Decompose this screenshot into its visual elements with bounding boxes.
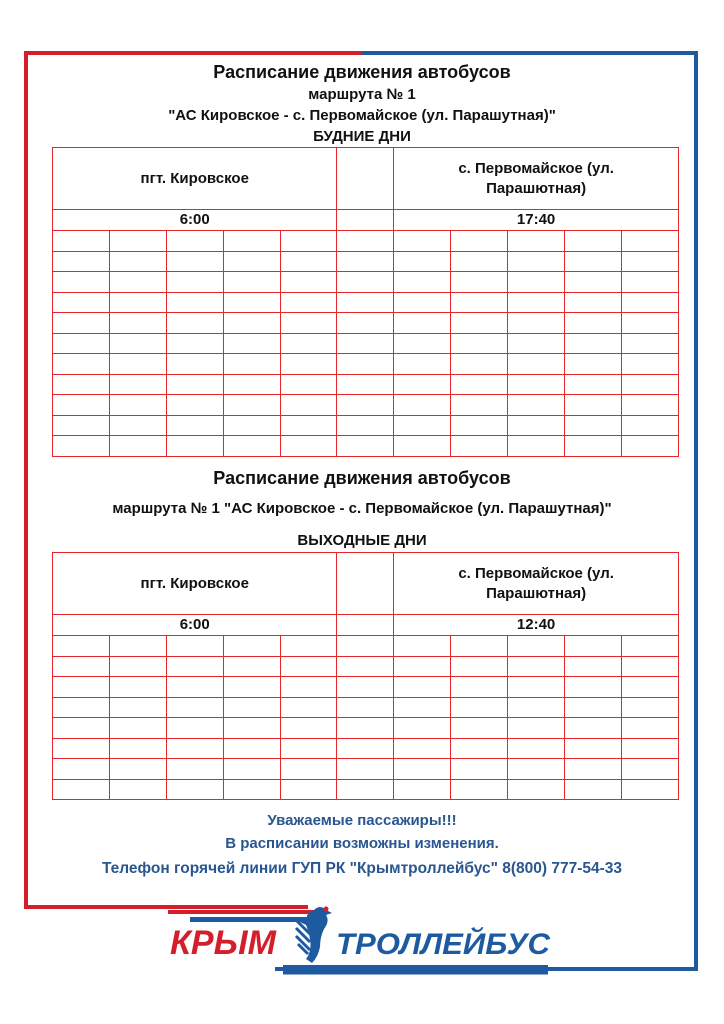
schedule-cell: [223, 395, 280, 416]
schedule-cell: [394, 292, 451, 313]
schedule-cell: [166, 354, 223, 375]
time-row: [53, 210, 679, 231]
schedule-cell: [280, 759, 337, 780]
schedule-cell: [109, 354, 166, 375]
schedule-cell: [508, 333, 565, 354]
schedule-cell: [621, 251, 678, 272]
schedule-cell: [451, 636, 508, 657]
schedule-cell: [166, 779, 223, 800]
schedule-cell: [508, 415, 565, 436]
weekday-grid: [53, 231, 679, 457]
griffin-icon: [296, 907, 332, 964]
schedule-cell: [451, 759, 508, 780]
schedule-cell: [109, 436, 166, 457]
schedule-cell: [451, 779, 508, 800]
schedule-cell: [109, 251, 166, 272]
schedule-row: [53, 636, 679, 657]
schedule-cell: [109, 292, 166, 313]
schedule-row: [53, 718, 679, 739]
schedule-cell: [166, 333, 223, 354]
schedule-cell: [621, 718, 678, 739]
schedule-cell: [565, 759, 622, 780]
from-stop: пгт. Кировское: [53, 148, 337, 210]
schedule-cell: [565, 354, 622, 375]
schedule-cell: [565, 718, 622, 739]
schedule-cell: [621, 333, 678, 354]
schedule-cell: [166, 292, 223, 313]
schedule-cell: [394, 231, 451, 252]
schedule-cell: [451, 395, 508, 416]
schedule-cell: [337, 251, 394, 272]
schedule-cell: [508, 759, 565, 780]
schedule-cell: [621, 738, 678, 759]
schedule-cell: [451, 333, 508, 354]
schedule-cell: [223, 231, 280, 252]
schedule-row: [53, 779, 679, 800]
schedule-cell: [508, 779, 565, 800]
schedule-cell: [565, 677, 622, 698]
schedule-cell: [109, 415, 166, 436]
schedule-cell: [451, 436, 508, 457]
schedule-cell: [53, 759, 110, 780]
schedule-cell: [280, 395, 337, 416]
schedule-cell: [280, 779, 337, 800]
weekday-schedule-table: [52, 147, 679, 457]
schedule-cell: [565, 656, 622, 677]
schedule-cell: [508, 272, 565, 293]
header-row: [53, 553, 679, 615]
schedule-cell: [109, 313, 166, 334]
schedule-cell: [565, 415, 622, 436]
schedule-cell: [565, 738, 622, 759]
schedule-cell: [394, 436, 451, 457]
schedule-cell: [565, 272, 622, 293]
schedule-cell: [508, 395, 565, 416]
schedule-row: [53, 415, 679, 436]
schedule-row: [53, 292, 679, 313]
schedule-cell: [508, 718, 565, 739]
schedule-cell: [394, 333, 451, 354]
schedule-cell: [280, 415, 337, 436]
schedule-row: [53, 697, 679, 718]
schedule-cell: [565, 374, 622, 395]
schedule-cell: [394, 272, 451, 293]
schedule-cell: [337, 677, 394, 698]
schedule-cell: [337, 272, 394, 293]
weekday-title: Расписание движения автобусов: [213, 62, 511, 82]
schedule-cell: [621, 677, 678, 698]
schedule-cell: [508, 251, 565, 272]
hotline-phone: Телефон горячей линии ГУП РК "Крымтроллейбус" 8(800) 777-54-33: [101, 860, 623, 877]
schedule-cell: [565, 231, 622, 252]
schedule-cell: [337, 656, 394, 677]
schedule-cell: [337, 313, 394, 334]
schedule-cell: [451, 718, 508, 739]
schedule-cell: [508, 231, 565, 252]
schedule-row: [53, 354, 679, 375]
schedule-cell: [508, 636, 565, 657]
schedule-cell: [166, 395, 223, 416]
schedule-cell: [223, 333, 280, 354]
schedule-cell: [280, 374, 337, 395]
schedule-cell: [394, 779, 451, 800]
schedule-cell: [337, 354, 394, 375]
schedule-cell: [166, 677, 223, 698]
frame-top-red: [24, 51, 364, 55]
schedule-cell: [621, 231, 678, 252]
schedule-row: [53, 738, 679, 759]
to-stop: с. Первомайское (ул. Парашютная): [394, 553, 678, 615]
schedule-cell: [337, 738, 394, 759]
schedule-cell: [53, 415, 110, 436]
schedule-cell: [394, 636, 451, 657]
schedule-cell: [223, 677, 280, 698]
spacer-cell: [337, 553, 394, 615]
schedule-cell: [451, 272, 508, 293]
schedule-row: [53, 272, 679, 293]
weekday-route-number: маршрута № 1: [308, 86, 416, 103]
schedule-cell: [337, 374, 394, 395]
schedule-cell: [451, 292, 508, 313]
schedule-cell: [53, 313, 110, 334]
schedule-cell: [280, 313, 337, 334]
schedule-cell: [53, 354, 110, 375]
schedule-cell: [621, 759, 678, 780]
schedule-cell: [337, 333, 394, 354]
weekend-grid: [53, 636, 679, 800]
schedule-cell: [621, 354, 678, 375]
schedule-cell: [451, 374, 508, 395]
schedule-cell: [223, 779, 280, 800]
schedule-cell: [53, 333, 110, 354]
schedule-cell: [565, 333, 622, 354]
schedule-row: [53, 333, 679, 354]
schedule-cell: [166, 415, 223, 436]
schedule-cell: [109, 395, 166, 416]
schedule-cell: [223, 656, 280, 677]
schedule-row: [53, 677, 679, 698]
schedule-cell: [508, 354, 565, 375]
weekend-schedule-table: [52, 552, 679, 800]
weekend-day-type: ВЫХОДНЫЕ ДНИ: [297, 532, 427, 549]
schedule-cell: [394, 313, 451, 334]
schedule-cell: [53, 374, 110, 395]
schedule-cell: [337, 759, 394, 780]
schedule-cell: [166, 272, 223, 293]
frame-top-blue: [362, 51, 698, 55]
schedule-cell: [280, 656, 337, 677]
schedule-cell: [621, 374, 678, 395]
schedule-cell: [451, 354, 508, 375]
schedule-row: [53, 395, 679, 416]
schedule-cell: [109, 333, 166, 354]
schedule-cell: [53, 436, 110, 457]
schedule-cell: [508, 313, 565, 334]
schedule-cell: [53, 636, 110, 657]
spacer-cell: [337, 210, 394, 231]
schedule-cell: [166, 738, 223, 759]
schedule-cell: [109, 374, 166, 395]
schedule-cell: [565, 697, 622, 718]
schedule-cell: [109, 718, 166, 739]
schedule-cell: [166, 436, 223, 457]
schedule-cell: [394, 415, 451, 436]
schedule-cell: [166, 313, 223, 334]
schedule-cell: [280, 718, 337, 739]
schedule-cell: [109, 272, 166, 293]
schedule-cell: [508, 292, 565, 313]
schedule-cell: [451, 313, 508, 334]
schedule-cell: [508, 677, 565, 698]
schedule-cell: [621, 272, 678, 293]
schedule-cell: [166, 251, 223, 272]
schedule-cell: [337, 779, 394, 800]
schedule-cell: [337, 395, 394, 416]
schedule-cell: [223, 292, 280, 313]
schedule-cell: [508, 436, 565, 457]
schedule-cell: [565, 313, 622, 334]
schedule-cell: [223, 436, 280, 457]
schedule-cell: [166, 656, 223, 677]
schedule-cell: [280, 333, 337, 354]
schedule-cell: [565, 251, 622, 272]
schedule-cell: [565, 779, 622, 800]
schedule-cell: [451, 738, 508, 759]
schedule-cell: [280, 231, 337, 252]
schedule-cell: [337, 231, 394, 252]
schedule-cell: [621, 415, 678, 436]
schedule-cell: [223, 313, 280, 334]
schedule-cell: [621, 656, 678, 677]
schedule-cell: [109, 759, 166, 780]
schedule-cell: [621, 779, 678, 800]
schedule-cell: [166, 374, 223, 395]
schedule-cell: [280, 436, 337, 457]
schedule-cell: [280, 354, 337, 375]
schedule-cell: [280, 738, 337, 759]
schedule-cell: [394, 738, 451, 759]
schedule-cell: [109, 779, 166, 800]
schedule-cell: [451, 656, 508, 677]
passenger-greeting: Уважаемые пассажиры!!!: [267, 812, 457, 829]
schedule-cell: [451, 231, 508, 252]
schedule-cell: [109, 636, 166, 657]
schedule-cell: [280, 272, 337, 293]
schedule-cell: [53, 292, 110, 313]
schedule-cell: [223, 738, 280, 759]
to-stop: с. Первомайское (ул. Парашютная): [394, 148, 678, 210]
schedule-cell: [53, 697, 110, 718]
schedule-cell: [166, 636, 223, 657]
weekday-route-name: "АС Кировское - с. Первомайское (ул. Парашутная)": [168, 107, 556, 124]
schedule-cell: [337, 292, 394, 313]
schedule-cell: [280, 292, 337, 313]
schedule-cell: [280, 636, 337, 657]
schedule-cell: [223, 718, 280, 739]
spacer-cell: [337, 615, 394, 636]
schedule-cell: [565, 636, 622, 657]
schedule-cell: [53, 395, 110, 416]
schedule-change-notice: В расписании возможны изменения.: [225, 835, 499, 852]
schedule-row: [53, 759, 679, 780]
schedule-cell: [53, 251, 110, 272]
time-row: [53, 615, 679, 636]
schedule-cell: [223, 697, 280, 718]
schedule-cell: [53, 718, 110, 739]
schedule-cell: [394, 374, 451, 395]
schedule-cell: [451, 697, 508, 718]
schedule-cell: [394, 656, 451, 677]
schedule-cell: [166, 759, 223, 780]
schedule-cell: [53, 272, 110, 293]
schedule-cell: [280, 697, 337, 718]
schedule-row: [53, 313, 679, 334]
krymtrolleybus-logo: [168, 898, 558, 978]
to-time: 12:40: [394, 615, 678, 636]
spacer-cell: [337, 148, 394, 210]
weekend-title: Расписание движения автобусов: [213, 468, 511, 488]
schedule-cell: [621, 292, 678, 313]
schedule-cell: [451, 251, 508, 272]
schedule-cell: [508, 374, 565, 395]
schedule-cell: [280, 251, 337, 272]
weekend-route-line: маршрута № 1 "АС Кировское - с. Первомайское (ул. Парашутная)": [112, 500, 612, 517]
schedule-row: [53, 436, 679, 457]
schedule-cell: [394, 354, 451, 375]
schedule-cell: [394, 759, 451, 780]
schedule-cell: [394, 677, 451, 698]
schedule-cell: [621, 395, 678, 416]
schedule-cell: [53, 738, 110, 759]
schedule-cell: [53, 656, 110, 677]
to-time: 17:40: [394, 210, 678, 231]
schedule-row: [53, 656, 679, 677]
schedule-cell: [53, 231, 110, 252]
from-time: 6:00: [53, 210, 337, 231]
schedule-cell: [565, 395, 622, 416]
schedule-cell: [166, 697, 223, 718]
schedule-row: [53, 251, 679, 272]
schedule-cell: [109, 738, 166, 759]
schedule-cell: [508, 697, 565, 718]
schedule-cell: [451, 415, 508, 436]
schedule-cell: [223, 636, 280, 657]
schedule-cell: [53, 779, 110, 800]
schedule-cell: [166, 718, 223, 739]
schedule-cell: [337, 697, 394, 718]
schedule-cell: [451, 677, 508, 698]
schedule-cell: [109, 656, 166, 677]
schedule-cell: [621, 636, 678, 657]
from-stop: пгт. Кировское: [53, 553, 337, 615]
schedule-cell: [223, 251, 280, 272]
schedule-cell: [109, 677, 166, 698]
logo-word-krym: КРЫМ: [170, 924, 276, 962]
logo-word-trolleybus: ТРОЛЛЕЙБУС: [336, 928, 543, 961]
schedule-cell: [166, 231, 223, 252]
schedule-cell: [223, 374, 280, 395]
logo-graphic: [168, 898, 558, 978]
schedule-cell: [280, 677, 337, 698]
weekday-day-type: БУДНИЕ ДНИ: [313, 128, 411, 145]
schedule-cell: [394, 251, 451, 272]
schedule-cell: [223, 354, 280, 375]
schedule-cell: [53, 677, 110, 698]
schedule-cell: [394, 697, 451, 718]
schedule-cell: [223, 272, 280, 293]
schedule-cell: [337, 415, 394, 436]
schedule-cell: [394, 395, 451, 416]
from-time: 6:00: [53, 615, 337, 636]
schedule-row: [53, 231, 679, 252]
schedule-row: [53, 374, 679, 395]
schedule-cell: [508, 656, 565, 677]
schedule-cell: [621, 313, 678, 334]
schedule-cell: [337, 436, 394, 457]
schedule-cell: [621, 697, 678, 718]
schedule-cell: [223, 415, 280, 436]
schedule-cell: [337, 636, 394, 657]
schedule-cell: [565, 436, 622, 457]
schedule-cell: [109, 697, 166, 718]
schedule-cell: [621, 436, 678, 457]
schedule-cell: [508, 738, 565, 759]
schedule-cell: [109, 231, 166, 252]
schedule-cell: [394, 718, 451, 739]
schedule-cell: [337, 718, 394, 739]
schedule-cell: [565, 292, 622, 313]
header-row: [53, 148, 679, 210]
schedule-cell: [223, 759, 280, 780]
